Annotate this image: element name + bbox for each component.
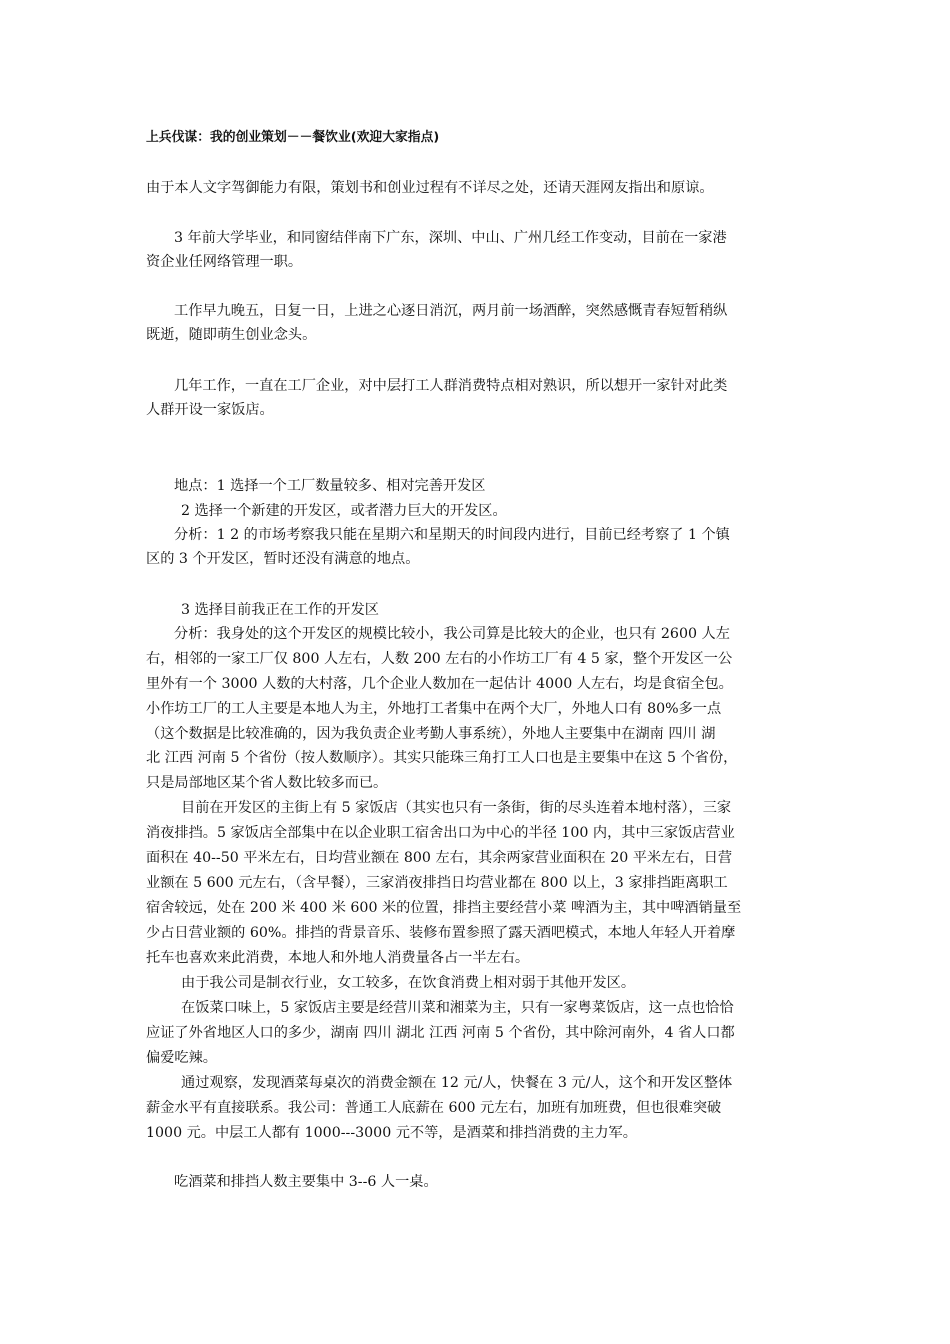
paragraph-line: 2 选择一个新建的开发区，或者潜力巨大的开发区。 <box>181 503 507 519</box>
paragraph-line: 应证了外省地区人口的多少，湖南 四川 湖北 江西 河南 5 个省份，其中除河南外，4 省人口都 <box>146 1025 735 1041</box>
paragraph-line: 偏爱吃辣。 <box>146 1050 217 1066</box>
paragraph-line: 北 江西 河南 5 个省份（按人数顺序）。其实只能珠三角打工人口也是主要集中在这 5 个省份， <box>146 750 738 766</box>
paragraph-line: 几年工作，一直在工厂企业，对中层打工人群消费特点相对熟识，所以想开一家针对此类 <box>174 378 728 394</box>
paragraph-line: 1000 元。中层工人都有 1000---3000 元不等，是酒菜和排挡消费的主力军。 <box>146 1125 637 1141</box>
paragraph-line: 区的 3 个开发区，暂时还没有满意的地点。 <box>146 551 420 567</box>
paragraph-line: 消夜排挡。5 家饭店全部集中在以企业职工宿舍出口为中心的半径 100 内，其中三家饭店营业 <box>146 825 735 841</box>
paragraph-line: 由于我公司是制衣行业，女工较多，在饮食消费上相对弱于其他开发区。 <box>181 975 636 991</box>
paragraph-line: 面积在 40--50 平米左右，日均营业额在 800 左右，其余两家营业面积在 20 平米左右，日营 <box>146 850 733 866</box>
paragraph-line: 由于本人文字驾御能力有限，策划书和创业过程有不详尽之处，还请天涯网友指出和原谅。 <box>146 180 714 196</box>
paragraph-line: 少占日营业额的 60%。排挡的背景音乐、装修布置参照了露天酒吧模式，本地人年轻人开着摩 <box>146 925 736 941</box>
paragraph-line: 宿舍较远，处在 200 米 400 米 600 米的位置，排挡主要经营小菜 啤酒为主，其中啤酒销量至 <box>146 900 742 916</box>
paragraph-line: 吃酒菜和排挡人数主要集中 3--6 人一桌。 <box>174 1174 438 1190</box>
paragraph-line: （这个数据是比较准确的，因为我负责企业考勤人事系统），外地人主要集中在湖南 四川 湖 <box>146 726 716 742</box>
paragraph-line: 小作坊工厂的工人主要是本地人为主，外地打工者集中在两个大厂，外地人口有 80%多一点 <box>146 701 722 717</box>
paragraph-line: 3 年前大学毕业，和同窗结伴南下广东，深圳、中山、广州几经工作变动，目前在一家港 <box>174 230 727 246</box>
paragraph-line: 工作早九晚五，日复一日，上进之心逐日消沉，两月前一场酒醉，突然感慨青春短暂稍纵 <box>174 303 728 319</box>
paragraph-line: 人群开设一家饭店。 <box>146 402 274 418</box>
paragraph-line: 地点：1 选择一个工厂数量较多、相对完善开发区 <box>174 478 486 494</box>
paragraph-line: 分析：我身处的这个开发区的规模比较小，我公司算是比较大的企业，也只有 2600 人左 <box>174 626 730 642</box>
paragraph-line: 既逝，随即萌生创业念头。 <box>146 327 317 343</box>
paragraph-line: 右，相邻的一家工厂仅 800 人左右，人数 200 左右的小作坊工厂有 4 5 家，整个开发区一公 <box>146 651 733 667</box>
document-title: 上兵伐谋：我的创业策划－－餐饮业(欢迎大家指点) <box>146 130 440 145</box>
paragraph-line: 目前在开发区的主街上有 5 家饭店（其实也只有一条街，街的尽头连着本地村落），三家 <box>181 800 732 816</box>
paragraph-line: 在饭菜口味上，5 家饭店主要是经营川菜和湘菜为主，只有一家粤菜饭店，这一点也恰恰 <box>181 1000 734 1016</box>
paragraph-line: 业额在 5 600 元左右，（含早餐），三家消夜排挡日均营业都在 800 以上，3 家排挡距离职工 <box>146 875 728 891</box>
paragraph-line: 3 选择目前我正在工作的开发区 <box>181 602 379 618</box>
paragraph-line: 里外有一个 3000 人数的大村落，几个企业人数加在一起估计 4000 人左右，均是食宿全包。 <box>146 676 733 692</box>
paragraph-line: 通过观察，发现酒菜每桌次的消费金额在 12 元/人，快餐在 3 元/人，这个和开发区整体 <box>181 1075 733 1091</box>
paragraph-line: 只是局部地区某个省人数比较多而已。 <box>146 775 388 791</box>
paragraph-line: 资企业任网络管理一职。 <box>146 254 303 270</box>
paragraph-line: 薪金水平有直接联系。我公司：普通工人底薪在 600 元左右，加班有加班费，但也很难突破 <box>146 1100 722 1116</box>
paragraph-line: 托车也喜欢来此消费，本地人和外地人消费量各占一半左右。 <box>146 950 530 966</box>
paragraph-line: 分析：1 2 的市场考察我只能在星期六和星期天的时间段内进行，目前已经考察了 1 个镇 <box>174 527 730 543</box>
